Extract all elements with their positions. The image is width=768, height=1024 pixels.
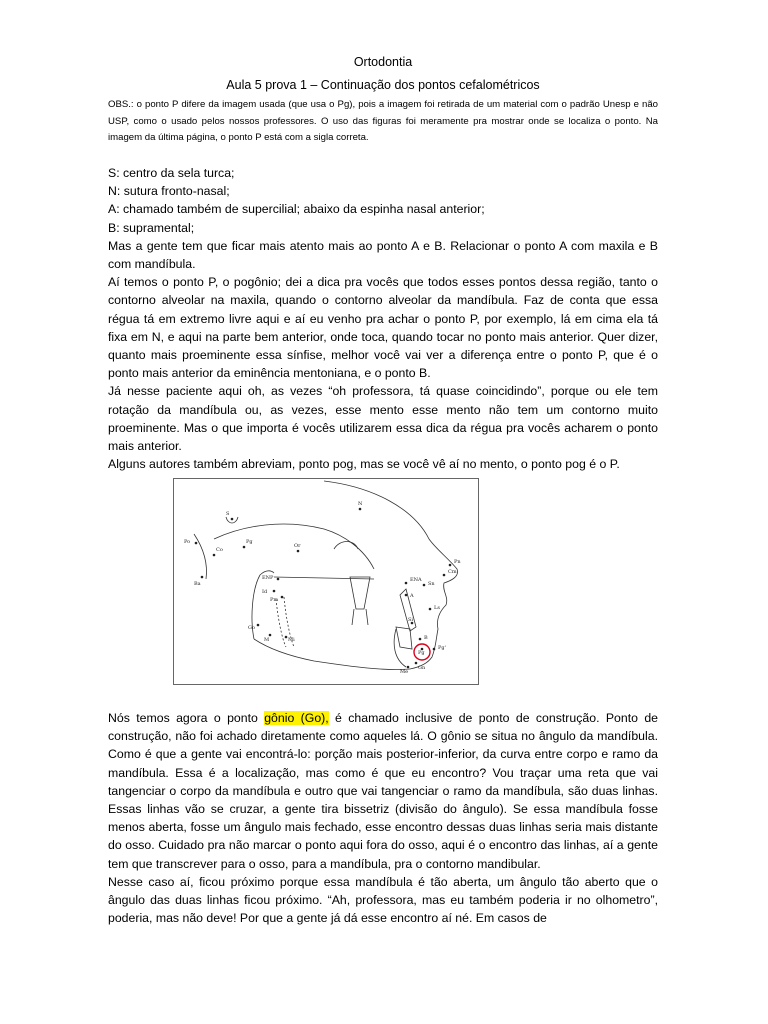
label-cm: Cm xyxy=(448,569,457,575)
label-gn: Gn xyxy=(418,665,426,671)
cephalometric-drawing xyxy=(174,479,478,684)
label-co: Co xyxy=(216,547,223,553)
paragraph-rest: é chamado inclusive de ponto de construção. Ponto de construção, não foi achado diretamente como aqueles lá. O gônio se situa no ângulo da mandíbula. Como é que a gente vai encontrá-lo: porção mais posterior-inferior, da curva entre corpo e ramo da mandíbula. Essa é a localização, mas como é que eu encontro? Vou traçar uma reta que vai tangenciar o corpo da mandíbula e outro que vai tangenciar o ramo da mandíbula, são duas linhas. Essas linhas vão se cruzar, a gente tira bissetriz (divisão do ângulo). Se essa mandíbula fosse menos aberta, fosse um ângulo mais fechado, esse encontro dessas duas linhas seria mais distante do osso. Cuidado pra não marcar o ponto aqui fora do osso, aqui é o encontro das linhas, aí a gente tem que transcrever para o osso, para a mandíbula, pra o contorno mandibular. xyxy=(108,711,659,871)
paragraph: Aí temos o ponto P, o pogônio; dei a dica pra vocês que todos esses pontos dessa região, tanto o contorno alveolar na maxila, quando o contorno alveolar da mandíbula. Faz de conta que essa régua tá em extremo livre aqui e aí eu venho pra achar o ponto P, por exemplo, lá em cima ela tá fixa em N, e aqui na parte bem anterior, onde toca, quando tocar no ponto mais anterior. Quer dizer, quanto mais proeminente essa sínfise, melhor você vai ver a diferença entre o ponto P, que é o ponto mais anterior da eminência mentoniana, e o ponto B. xyxy=(108,275,658,381)
gonion-paragraph xyxy=(108,709,658,873)
paragraph-start: Nós temos agora o ponto xyxy=(108,711,265,725)
paragraph: Nesse caso aí, ficou próximo porque essa mandíbula é tão aberta, um ângulo tão aberto que o ângulo das duas linhas ficou próximo. “Ah, professora, mas eu também poderia ir no olhometro”, poderia, mas não deve! Por que a gente já dá esse encontro aí né. Em casos de xyxy=(108,874,658,926)
point-a-definition: A: chamado também de supercilial; abaixo da espinha nasal anterior; xyxy=(108,202,485,217)
paragraph: Já nesse paciente aqui oh, as vezes “oh professora, tá quase coincidindo”, porque ou ele tem rotação da mandíbula ou, as vezes, esse mento esse mento não tem um contorno muito proeminente. Mas o que importa é vocês utilizarem essa dica da régua pra vocês acharem o ponto mais anterior. xyxy=(108,384,658,454)
label-or: Or xyxy=(294,543,301,549)
label-ena: ENA xyxy=(410,577,422,583)
section-gonion xyxy=(108,709,658,927)
course-title: Ortodontia xyxy=(353,55,413,69)
cephalometric-figure xyxy=(173,478,479,685)
point-b-definition: B: supramental; xyxy=(108,220,195,235)
label-id: Id xyxy=(262,589,268,595)
paragraph: Alguns autores também abreviam, ponto pog, mas se você vê aí no mento, o ponto pog é o P. xyxy=(108,457,620,472)
paragraph: Mas a gente tem que ficar mais atento mais ao ponto A e B. Relacionar o ponto A com maxila e B com mandíbula. xyxy=(108,238,658,272)
label-ls: Ls xyxy=(434,605,440,611)
label-po: Po xyxy=(184,539,191,545)
label-ba: Ba xyxy=(194,581,201,587)
label-pn: Pn xyxy=(454,559,461,565)
point-n-definition: N: sutura fronto-nasal; xyxy=(108,184,230,199)
label-pg: Pg xyxy=(418,650,425,656)
label-si: Si xyxy=(408,617,414,623)
section-points-description xyxy=(108,164,658,473)
label-b: B xyxy=(424,635,428,641)
gonion-highlight: gônio (Go), xyxy=(264,711,329,725)
label-s: S xyxy=(226,511,230,517)
label-mi: Mi xyxy=(288,637,295,643)
point-s-definition: S: centro da sela turca; xyxy=(108,166,235,180)
label-go: Go xyxy=(248,625,256,631)
lesson-title: Aula 5 prova 1 – Continuação dos pontos cefalométricos xyxy=(226,78,540,92)
label-me: Me xyxy=(400,669,409,675)
label-m: M xyxy=(264,637,270,643)
label-n: N xyxy=(358,501,363,507)
label-a: A xyxy=(410,593,414,599)
label-sn: Sn xyxy=(428,581,435,587)
label-enp: ENP xyxy=(262,575,274,581)
observation-note: OBS.: o ponto P difere da imagem usada (que usa o Pg), pois a imagem foi retirada de um material com o padrão Unesp e não USP, como o usado pelos nossos professores. O uso das figuras foi meramente pra mostrar onde se localiza o ponto. Na imagem da última página, o ponto P está com a sigla correta. xyxy=(108,99,658,143)
label-pg-top: Pg xyxy=(246,539,253,545)
label-pm: Pm xyxy=(270,597,279,603)
label-pg-soft: Pg' xyxy=(438,645,446,651)
